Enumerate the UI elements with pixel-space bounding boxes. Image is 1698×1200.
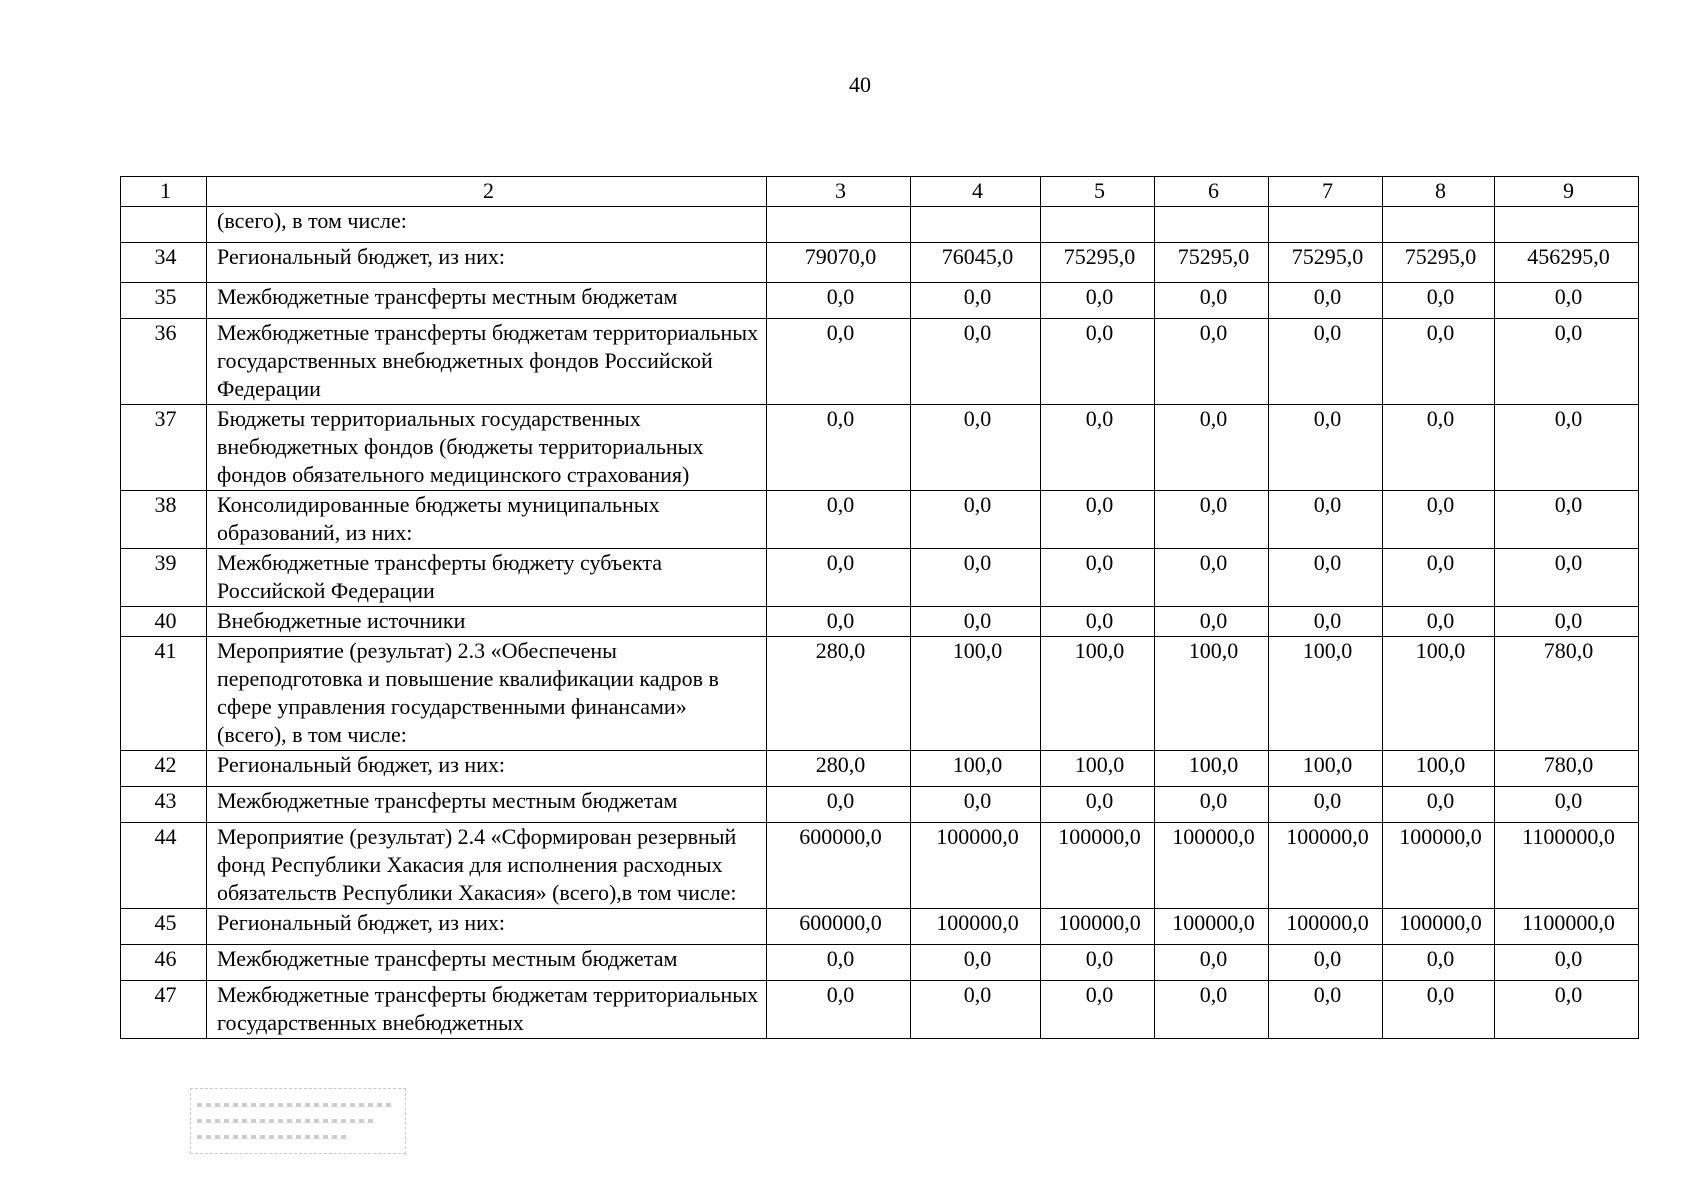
row-value: 0,0 (1041, 787, 1155, 823)
budget-table (120, 176, 1639, 1039)
row-value: 0,0 (1041, 405, 1155, 491)
row-value: 0,0 (1155, 607, 1269, 637)
row-name: Мероприятие (результат) 2.4 «Сформирован резервный фонд Республики Хакасия для исполнения расходных обязательств Республики Хакасия» (всего),в том числе: (207, 823, 767, 909)
row-value: 75295,0 (1383, 243, 1495, 283)
row-value: 0,0 (1041, 607, 1155, 637)
row-value: 0,0 (1269, 945, 1383, 981)
row-number: 36 (121, 319, 207, 405)
row-value: 0,0 (1041, 283, 1155, 319)
table-row (121, 549, 1639, 607)
row-value: 100000,0 (1269, 823, 1383, 909)
row-value: 0,0 (911, 981, 1041, 1039)
row-value (1041, 207, 1155, 243)
row-name: Межбюджетные трансферты местным бюджетам (207, 945, 767, 981)
row-value (1155, 207, 1269, 243)
row-value: 0,0 (1383, 319, 1495, 405)
column-header: 6 (1155, 177, 1269, 207)
row-value: 0,0 (911, 491, 1041, 549)
row-number: 45 (121, 909, 207, 945)
row-number: 47 (121, 981, 207, 1039)
row-number: 34 (121, 243, 207, 283)
row-number: 39 (121, 549, 207, 607)
table-row (121, 751, 1639, 787)
row-value: 0,0 (1269, 981, 1383, 1039)
table-row (121, 283, 1639, 319)
row-value: 0,0 (1383, 283, 1495, 319)
row-name: Консолидированные бюджеты муниципальных образований, из них: (207, 491, 767, 549)
row-value: 1100000,0 (1495, 823, 1639, 909)
row-value (1269, 207, 1383, 243)
row-name: Внебюджетные источники (207, 607, 767, 637)
row-value: 100,0 (1041, 637, 1155, 751)
row-value: 0,0 (1155, 405, 1269, 491)
row-value: 0,0 (911, 607, 1041, 637)
table-row (121, 207, 1639, 243)
row-name: Межбюджетные трансферты бюджетам территориальных государственных внебюджетных (207, 981, 767, 1039)
row-value: 79070,0 (767, 243, 911, 283)
row-value: 0,0 (1383, 787, 1495, 823)
table-row (121, 243, 1639, 283)
row-value: 76045,0 (911, 243, 1041, 283)
table-row (121, 319, 1639, 405)
row-value: 0,0 (1155, 787, 1269, 823)
row-value: 1100000,0 (1495, 909, 1639, 945)
row-name: Региональный бюджет, из них: (207, 909, 767, 945)
row-name: Мероприятие (результат) 2.3 «Обеспечены переподготовка и повышение квалификации кадров в сфере управления государственными финансами» (всего), в том числе: (207, 637, 767, 751)
row-value: 100000,0 (1155, 823, 1269, 909)
row-name: Региональный бюджет, из них: (207, 243, 767, 283)
row-value: 100,0 (1269, 751, 1383, 787)
row-value: 456295,0 (1495, 243, 1639, 283)
row-value: 0,0 (1041, 945, 1155, 981)
row-name: Бюджеты территориальных государственных внебюджетных фондов (бюджеты территориальных фондов обязательного медицинского страхования) (207, 405, 767, 491)
row-name: Межбюджетные трансферты местным бюджетам (207, 283, 767, 319)
row-value: 600000,0 (767, 909, 911, 945)
column-header: 5 (1041, 177, 1155, 207)
row-value: 0,0 (1495, 981, 1639, 1039)
stamp-line (197, 1135, 347, 1139)
row-value: 600000,0 (767, 823, 911, 909)
row-value: 0,0 (1495, 405, 1639, 491)
row-number: 42 (121, 751, 207, 787)
row-value (767, 207, 911, 243)
row-value: 780,0 (1495, 637, 1639, 751)
column-header: 3 (767, 177, 911, 207)
row-value: 0,0 (767, 283, 911, 319)
row-value: 0,0 (1041, 549, 1155, 607)
row-value: 0,0 (1383, 607, 1495, 637)
row-value: 0,0 (767, 945, 911, 981)
row-value: 0,0 (1383, 549, 1495, 607)
stamp-line (197, 1119, 377, 1123)
row-value: 0,0 (911, 787, 1041, 823)
row-name: Региональный бюджет, из них: (207, 751, 767, 787)
column-header: 2 (207, 177, 767, 207)
table-row (121, 637, 1639, 751)
row-value: 0,0 (767, 319, 911, 405)
row-value: 100,0 (1041, 751, 1155, 787)
row-value: 0,0 (1269, 607, 1383, 637)
row-number: 43 (121, 787, 207, 823)
table-row (121, 405, 1639, 491)
page-number: 40 (849, 72, 871, 97)
row-number: 46 (121, 945, 207, 981)
row-value: 100,0 (911, 751, 1041, 787)
row-value: 100,0 (911, 637, 1041, 751)
row-value: 0,0 (1269, 283, 1383, 319)
column-header: 1 (121, 177, 207, 207)
stamp-line (197, 1103, 393, 1107)
row-value: 75295,0 (1269, 243, 1383, 283)
row-number: 40 (121, 607, 207, 637)
row-value: 0,0 (1269, 319, 1383, 405)
table-row (121, 981, 1639, 1039)
row-number (121, 207, 207, 243)
row-value: 0,0 (767, 491, 911, 549)
row-value: 75295,0 (1041, 243, 1155, 283)
row-value: 100,0 (1383, 637, 1495, 751)
row-name: Межбюджетные трансферты бюджетам территориальных государственных внебюджетных фондов Российской Федерации (207, 319, 767, 405)
row-number: 38 (121, 491, 207, 549)
row-value: 100000,0 (1155, 909, 1269, 945)
row-value: 0,0 (1041, 491, 1155, 549)
row-value: 0,0 (1495, 945, 1639, 981)
faded-stamp (190, 1088, 406, 1154)
row-value: 0,0 (1269, 549, 1383, 607)
row-value: 0,0 (1495, 549, 1639, 607)
row-value: 0,0 (911, 319, 1041, 405)
row-value: 100000,0 (1383, 909, 1495, 945)
row-value: 100,0 (1155, 637, 1269, 751)
row-value: 0,0 (1155, 981, 1269, 1039)
row-value (1495, 207, 1639, 243)
row-value: 0,0 (767, 405, 911, 491)
row-value: 0,0 (1041, 319, 1155, 405)
row-value (911, 207, 1041, 243)
row-value: 100000,0 (911, 823, 1041, 909)
table-row (121, 607, 1639, 637)
row-number: 41 (121, 637, 207, 751)
table-row (121, 945, 1639, 981)
row-value: 100000,0 (1383, 823, 1495, 909)
column-header: 4 (911, 177, 1041, 207)
row-value: 0,0 (1495, 491, 1639, 549)
row-value: 100000,0 (1041, 909, 1155, 945)
row-value: 0,0 (1495, 607, 1639, 637)
row-value: 0,0 (1041, 981, 1155, 1039)
row-number: 37 (121, 405, 207, 491)
row-value: 0,0 (1383, 405, 1495, 491)
table-header-row (121, 177, 1639, 207)
row-value: 0,0 (1383, 491, 1495, 549)
row-name: (всего), в том числе: (207, 207, 767, 243)
row-value: 0,0 (911, 549, 1041, 607)
column-header: 7 (1269, 177, 1383, 207)
row-value: 0,0 (767, 549, 911, 607)
row-number: 35 (121, 283, 207, 319)
table-row (121, 787, 1639, 823)
row-value: 0,0 (1495, 283, 1639, 319)
row-value: 0,0 (767, 607, 911, 637)
row-value: 0,0 (767, 981, 911, 1039)
row-value (1383, 207, 1495, 243)
column-header: 8 (1383, 177, 1495, 207)
row-name: Межбюджетные трансферты бюджету субъекта Российской Федерации (207, 549, 767, 607)
row-value: 280,0 (767, 637, 911, 751)
table-row (121, 823, 1639, 909)
row-value: 100000,0 (911, 909, 1041, 945)
table-row (121, 491, 1639, 549)
row-value: 0,0 (1155, 491, 1269, 549)
row-value: 75295,0 (1155, 243, 1269, 283)
row-value: 0,0 (1269, 491, 1383, 549)
table-row (121, 909, 1639, 945)
row-value: 100,0 (1383, 751, 1495, 787)
row-value: 0,0 (1269, 405, 1383, 491)
row-value: 0,0 (1383, 981, 1495, 1039)
row-value: 100000,0 (1041, 823, 1155, 909)
column-header: 9 (1495, 177, 1639, 207)
row-value: 0,0 (1155, 945, 1269, 981)
row-value: 0,0 (1495, 319, 1639, 405)
row-value: 0,0 (1155, 549, 1269, 607)
row-value: 100,0 (1269, 637, 1383, 751)
row-value: 100,0 (1155, 751, 1269, 787)
row-value: 0,0 (1495, 787, 1639, 823)
row-value: 0,0 (1155, 283, 1269, 319)
row-name: Межбюджетные трансферты местным бюджетам (207, 787, 767, 823)
row-value: 0,0 (1155, 319, 1269, 405)
row-value: 780,0 (1495, 751, 1639, 787)
row-value: 0,0 (767, 787, 911, 823)
row-value: 0,0 (1383, 945, 1495, 981)
row-number: 44 (121, 823, 207, 909)
row-value: 0,0 (911, 283, 1041, 319)
row-value: 0,0 (911, 405, 1041, 491)
row-value: 0,0 (911, 945, 1041, 981)
row-value: 280,0 (767, 751, 911, 787)
row-value: 100000,0 (1269, 909, 1383, 945)
row-value: 0,0 (1269, 787, 1383, 823)
